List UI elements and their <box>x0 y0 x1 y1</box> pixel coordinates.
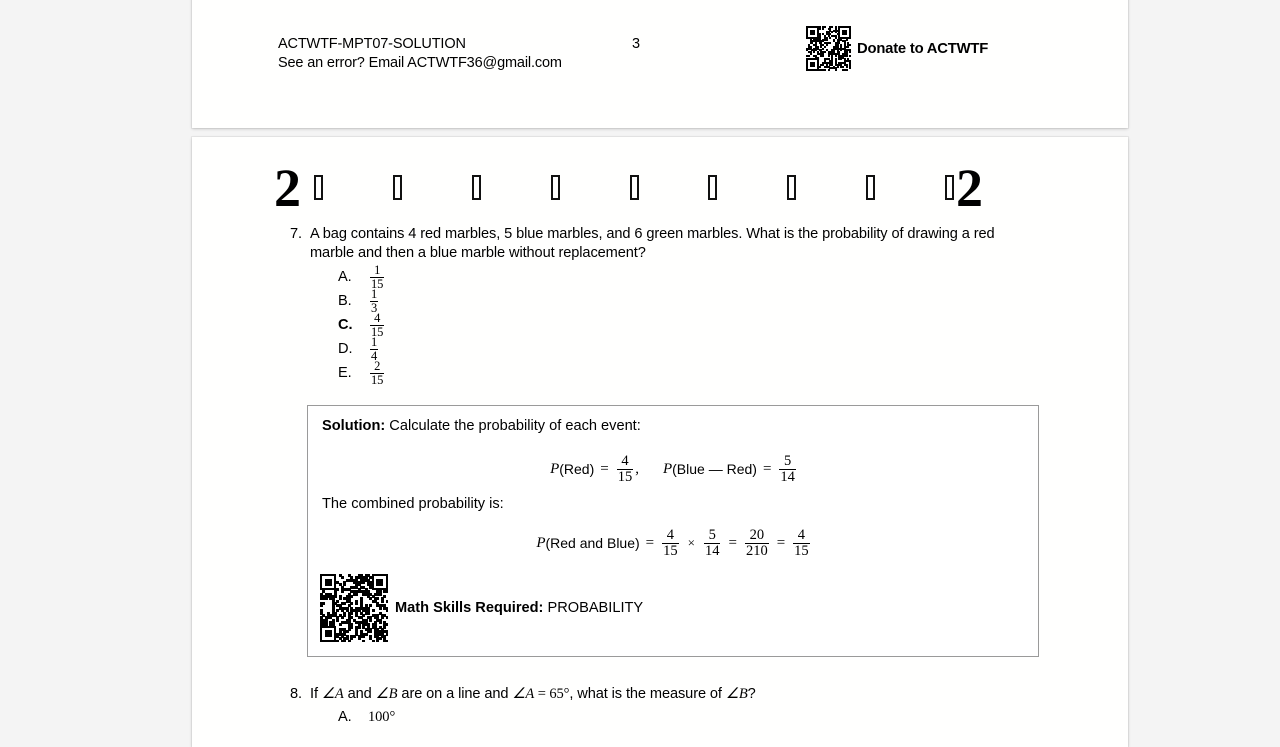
answer-choice-letter: E. <box>338 364 352 381</box>
eq2-red-and-blue-arg: (Red and Blue) <box>545 535 640 552</box>
math-skills-text <box>393 600 643 616</box>
eq1-p-symbol-2: P <box>662 460 673 477</box>
fraction-denominator: 15 <box>371 276 384 291</box>
fraction-numerator: 1 <box>371 286 378 301</box>
eq1-equals-1: = <box>600 460 609 477</box>
eq1-frac1-denominator: 15 <box>617 468 633 485</box>
pdf-page-current <box>192 137 1128 747</box>
math-skills-block <box>320 574 643 642</box>
q8-part-5: ? <box>747 686 756 702</box>
fraction-numerator: 4 <box>374 310 381 325</box>
q8-part-3: are on a line and <box>397 686 513 702</box>
fraction-numerator: 1 <box>371 334 378 349</box>
answer-choice-value: 100° <box>368 708 396 725</box>
eq1-equals-2: = <box>762 460 772 477</box>
eq1-p-symbol-1: P <box>550 460 560 477</box>
missing-glyph-box <box>393 175 402 200</box>
donate-label: Donate to ACTWTF <box>857 40 989 57</box>
eq1-frac2-numerator: 5 <box>784 453 792 469</box>
solution-equation-2 <box>308 528 1040 559</box>
q8-angle-a-2: ∠A <box>512 686 535 702</box>
math-skills-value: PROBABILITY <box>547 600 644 616</box>
eq2-fraction-1 <box>662 528 679 559</box>
math-skills-label: Math Skills Required: <box>395 600 544 616</box>
eq2-fraction-4 <box>793 528 810 559</box>
solution-label: Solution: <box>322 418 386 434</box>
solution-intro-text: Calculate the probability of each event: <box>389 418 641 434</box>
missing-glyph-box <box>472 175 481 200</box>
q8-equals: = <box>534 686 550 702</box>
question-7-text: A bag contains 4 red marbles, 5 blue marbles, and 6 green marbles. What is the probability of drawing a red marble and then a blue marble without replacement? <box>310 226 995 261</box>
eq2-frac3-denominator: 210 <box>745 542 768 559</box>
question-8 <box>278 685 898 725</box>
answer-choice[interactable] <box>338 286 386 315</box>
missing-glyph-box <box>630 175 639 200</box>
pdf-page-previous <box>192 0 1128 128</box>
missing-glyph-box <box>787 175 796 200</box>
q8-angle-value: 65° <box>549 686 570 702</box>
answer-choice-letter: A. <box>338 708 352 725</box>
answer-choice[interactable] <box>338 310 386 339</box>
qr-code-math-skills-icon[interactable] <box>320 574 388 642</box>
eq1-red-arg: (Red) <box>559 461 595 478</box>
answer-choice[interactable] <box>338 705 395 729</box>
q8-part-1: If <box>310 686 322 702</box>
question-7-number: 7. <box>290 226 302 242</box>
section-number-right: 2 <box>956 158 982 218</box>
eq2-fraction-2 <box>704 528 721 559</box>
missing-glyph-box <box>866 175 875 200</box>
q8-angle-a: ∠A <box>321 686 344 702</box>
eq1-fraction-1 <box>617 454 634 485</box>
q8-angle-b-2: ∠B <box>725 686 748 702</box>
donate-block[interactable] <box>806 26 988 71</box>
question-8-choices[interactable] <box>338 705 395 729</box>
eq2-frac4-denominator: 15 <box>794 542 809 559</box>
missing-glyph-box <box>314 175 323 200</box>
eq2-frac4-numerator: 4 <box>797 527 806 543</box>
fraction-denominator: 15 <box>371 324 384 339</box>
header-left-block <box>278 35 562 73</box>
missing-glyph-box <box>708 175 717 200</box>
eq2-frac3-numerator: 20 <box>749 527 765 543</box>
answer-choice[interactable] <box>338 358 386 387</box>
eq2-frac1-numerator: 4 <box>666 527 675 543</box>
fraction-denominator: 4 <box>371 348 378 363</box>
eq1-separator: , <box>635 460 639 477</box>
q8-angle-b: ∠B <box>375 686 398 702</box>
eq2-equals-2: = <box>728 534 737 551</box>
q8-part-4: , what is the measure of <box>569 686 726 702</box>
eq1-fraction-2 <box>779 454 796 485</box>
solution-equation-1 <box>308 454 1040 485</box>
qr-code-donate-icon[interactable] <box>806 26 851 71</box>
eq2-p-symbol: P <box>536 534 546 551</box>
eq2-frac1-denominator: 15 <box>663 542 678 559</box>
question-8-text <box>310 685 898 704</box>
fraction-numerator: 1 <box>374 262 381 277</box>
eq1-frac2-denominator: 14 <box>780 468 795 485</box>
eq1-frac1-numerator: 4 <box>621 453 629 469</box>
answer-choice-letter: A. <box>338 268 352 285</box>
document-id: ACTWTF-MPT07-SOLUTION <box>278 36 466 52</box>
answer-choice-letter: B. <box>338 292 352 309</box>
question-7-choices[interactable] <box>338 262 386 387</box>
eq2-frac2-numerator: 5 <box>708 527 716 543</box>
answer-choice[interactable] <box>338 334 386 363</box>
section-number-left: 2 <box>274 158 300 218</box>
fraction-denominator: 15 <box>371 372 384 387</box>
section-banner <box>192 159 1128 221</box>
question-7 <box>278 225 1038 387</box>
missing-glyph-box <box>551 175 560 200</box>
eq1-blue-given-red-arg: (Blue — Red) <box>672 461 757 478</box>
eq2-frac2-denominator: 14 <box>704 542 720 559</box>
solution-middle-text: The combined probability is: <box>322 496 504 512</box>
eq2-fraction-3 <box>745 528 769 559</box>
eq2-equals-3: = <box>776 534 786 551</box>
missing-glyph-box <box>945 175 954 200</box>
page-running-header <box>192 22 1128 82</box>
solution-intro-line <box>322 418 641 434</box>
answer-choice[interactable] <box>338 262 386 291</box>
eq2-equals-1: = <box>645 534 655 551</box>
fraction-numerator: 2 <box>374 358 381 373</box>
choice-fraction <box>370 360 384 387</box>
answer-choice-value <box>368 360 386 387</box>
q8-part-2: and <box>343 686 376 702</box>
fraction-denominator: 3 <box>371 300 378 315</box>
page-number: 3 <box>632 36 641 52</box>
answer-choice-letter: C. <box>338 316 353 333</box>
question-8-number: 8. <box>290 686 302 702</box>
answer-choice-letter: D. <box>338 340 353 357</box>
solution-box <box>307 405 1039 657</box>
error-contact-line: See an error? Email ACTWTF36@gmail.com <box>278 55 562 71</box>
section-banner-glyph-row <box>314 175 954 200</box>
eq2-multiply-sign: × <box>687 535 695 551</box>
